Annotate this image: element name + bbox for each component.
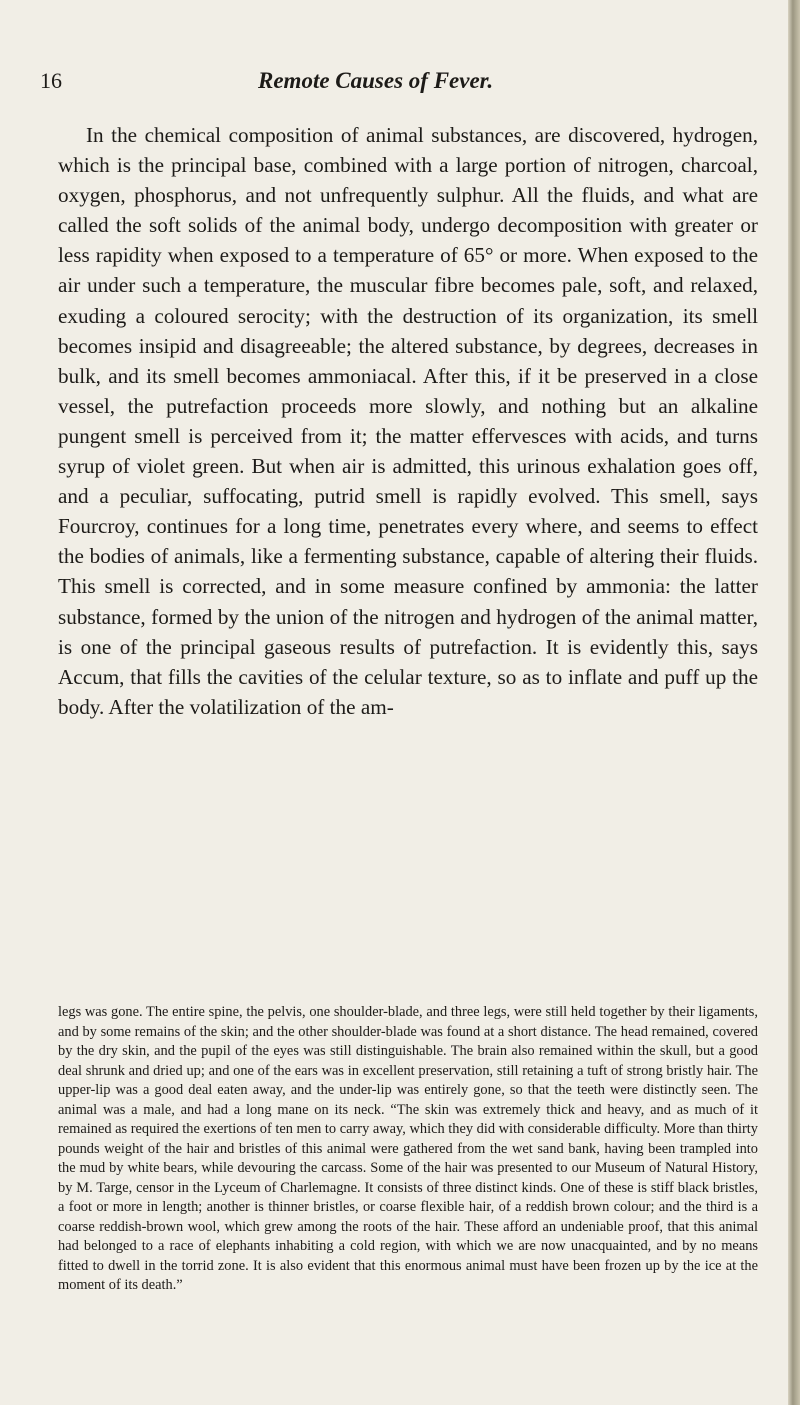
page-edge-border: [788, 0, 800, 1405]
footnote-paragraph: legs was gone. The entire spine, the pelvis, one shoulder-blade, and three legs, were still held together by their ligaments, and by some remains of the skin; and the other shoulder-blade was found at a short distance. The head remained, covered by the dry skin, and the pupil of the eyes was still distinguishable. The brain also remained within the skull, but a good deal shrunk and dried up; and one of the ears was in excellent preservation, still retaining a tuft of strong bristly hair. The upper-lip was a good deal eaten away, and the under-lip was entirely gone, so that the teeth were distinctly seen. The animal was a male, and had a long mane on its neck. “The skin was extremely thick and heavy, and as much of it remained as required the exertions of ten men to carry away, which they did with considerable difficulty. More than thirty pounds weight of the hair and bristles of this animal were gathered from the wet sand bank, having been trampled into the mud by white bears, while devouring the carcass. Some of the hair was presented to our Museum of Natural History, by M. Targe, censor in the Lyceum of Charlemagne. It consists of three distinct kinds. One of these is stiff black bristles, a foot or more in length; another is thinner bristles, or coarse flexible hair, of a reddish brown colour; and the third is a coarse reddish-brown wool, which grew among the roots of the hair. These afford an undeniable proof, that this animal had belonged to a race of elephants inhabiting a cold region, with which we are now unacquainted, and by no means fitted to dwell in the torrid zone. It is also evident that this enormous animal must have been frozen up by the ice at the moment of its death.”: [58, 1004, 758, 1293]
page-number: 16: [40, 68, 62, 93]
running-head: Remote Causes of Fever.: [258, 68, 494, 93]
main-paragraph: In the chemical composition of animal substances, are discovered, hydrogen, which is the principal base, combined with a large portion of nitrogen, charcoal, oxygen, phosphorus, and not unfrequently sulphur. All the fluids, and what are called the soft solids of the animal body, undergo decomposition with greater or less rapidity when exposed to a temperature of 65° or more. When exposed to the air under such a temperature, the muscular fibre becomes pale, soft, and relaxed, exuding a coloured serocity; with the destruction of its organization, its smell becomes insipid and disagreeable; the altered substance, by degrees, decreases in bulk, and its smell becomes ammoniacal. After this, if it be preserved in a close vessel, the putrefaction proceeds more slowly, and nothing but an alkaline pungent smell is perceived from it; the matter effervesces with acids, and turns syrup of violet green. But when air is admitted, this urinous exhalation goes off, and a peculiar, suffocating, putrid smell is rapidly evolved. This smell, says Fourcroy, continues for a long time, penetrates every where, and seems to effect the bodies of animals, like a fermenting substance, capable of altering their fluids. This smell is corrected, and in some measure confined by ammonia: the latter substance, formed by the union of the nitrogen and hydrogen of the animal matter, is one of the principal gaseous results of putrefaction. It is evidently this, says Accum, that fills the cavities of the celular texture, so as to inflate and puff up the body. After the volatilization of the am-: [58, 123, 758, 719]
page-header: [0, 66, 792, 96]
